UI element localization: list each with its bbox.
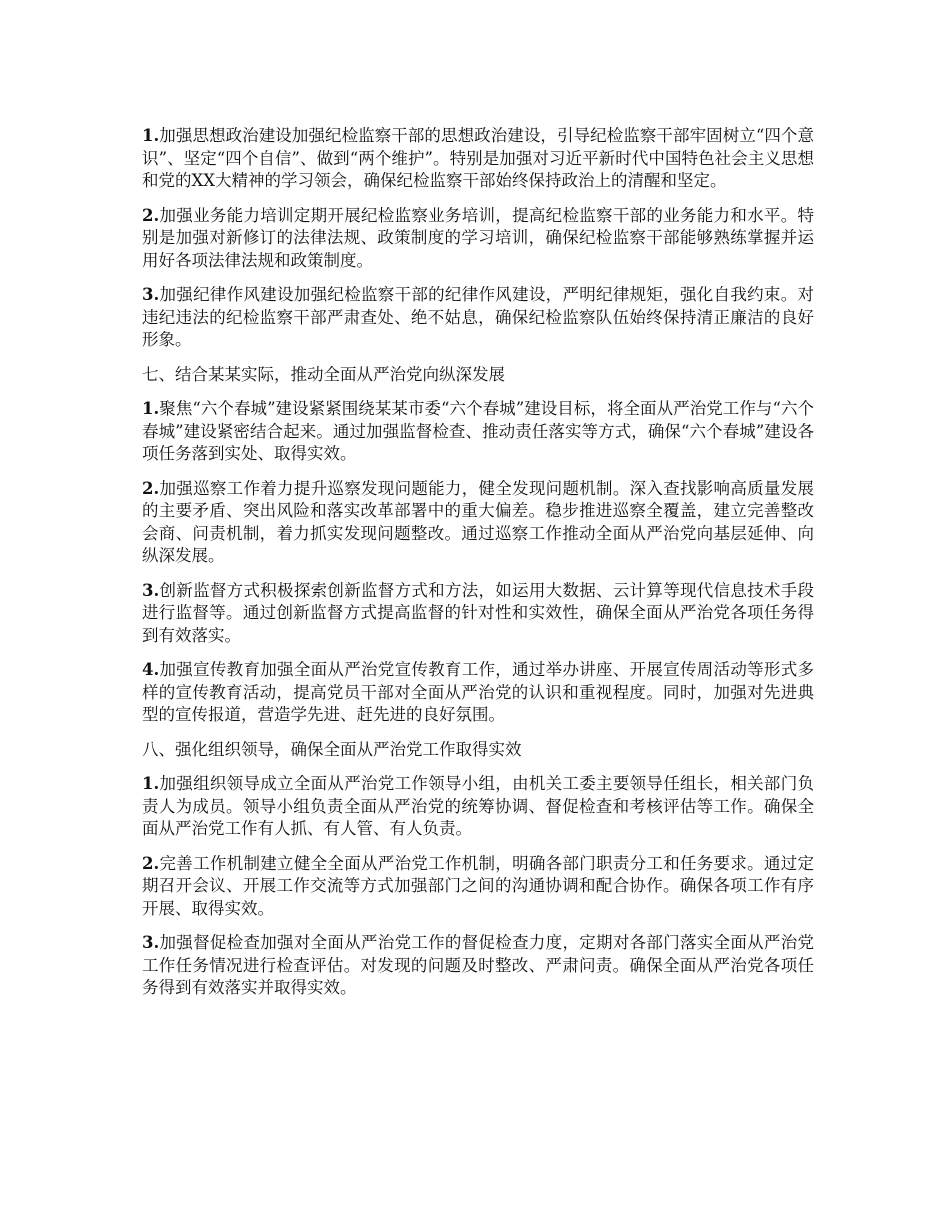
paragraph-item — [142, 125, 814, 193]
paragraph-item — [142, 398, 814, 466]
item-text: 加强思想政治建设加强纪检监察干部的思想政治建设，引导纪检监察干部牢固树立“四个意识”、坚定“四个自信”、做到“两个维护”。特别是加强对习近平新时代中国特色社会主义思想和党的XX大精神的学习领会，确保纪检监察干部始终保持政治上的清醒和坚定。 — [142, 126, 814, 190]
paragraph-item — [142, 853, 814, 921]
item-text: 加强督促检查加强对全面从严治党工作的督促检查力度，定期对各部门落实全面从严治党工作任务情况进行检查评估。对发现的问题及时整改、严肃问责。确保全面从严治党各项任务得到有效落实并取得实效。 — [142, 933, 814, 997]
item-number: 2. — [142, 853, 160, 873]
item-number: 3. — [142, 580, 160, 600]
document-body — [142, 125, 814, 1012]
item-text: 完善工作机制建立健全全面从严治党工作机制，明确各部门职责分工和任务要求。通过定期召开会议、开展工作交流等方式加强部门之间的沟通协调和配合协作。确保各项工作有序开展、取得实效。 — [142, 853, 814, 918]
paragraph-item — [142, 580, 814, 648]
item-number: 2. — [142, 478, 160, 498]
paragraph-item — [142, 284, 814, 352]
item-number: 1. — [142, 774, 160, 793]
item-number: 1. — [142, 399, 160, 418]
item-text: 加强业务能力培训定期开展纪检监察业务培训，提高纪检监察干部的业务能力和水平。特别是加强对新修订的法律法规、政策制度的学习培训，确保纪检监察干部能够熟练掌握并运用好各项法律法规和政策制度。 — [142, 205, 814, 270]
item-text: 创新监督方式积极探索创新监督方式和方法，如运用大数据、云计算等现代信息技术手段进行监督等。通过创新监督方式提高监督的针对性和实效性，确保全面从严治党各项任务得到有效落实。 — [142, 580, 814, 645]
item-text: 加强纪律作风建设加强纪检监察干部的纪律作风建设，严明纪律规矩，强化自我约束。对违纪违法的纪检监察干部严肃查处、绝不姑息，确保纪检监察队伍始终保持清正廉洁的良好形象。 — [142, 285, 814, 349]
section-heading-7: 七、结合某某实际，推动全面从严治党向纵深发展 — [142, 364, 505, 384]
paragraph-item — [142, 659, 814, 727]
item-text: 加强宣传教育加强全面从严治党宣传教育工作，通过举办讲座、开展宣传周活动等形式多样的宣传教育活动，提高党员干部对全面从严治党的认识和重视程度。同时，加强对先进典型的宣传报道，营造学先进、赶先进的良好氛围。 — [142, 660, 814, 724]
item-number: 3. — [142, 933, 160, 952]
item-text: 加强组织领导成立全面从严治党工作领导小组，由机关工委主要领导任组长，相关部门负责人为成员。领导小组负责全面从严治党的统筹协调、督促检查和考核评估等工作。确保全面从严治党工作有人抓、有人管、有人负责。 — [142, 774, 814, 838]
item-number: 1. — [142, 126, 160, 145]
paragraph-item — [142, 932, 814, 1000]
item-number: 3. — [142, 285, 160, 304]
paragraph-item — [142, 478, 814, 568]
section-heading-8: 八、强化组织领导，确保全面从严治党工作取得实效 — [142, 739, 522, 759]
paragraph-item — [142, 773, 814, 841]
paragraph-item — [142, 205, 814, 273]
item-number: 2. — [142, 205, 160, 225]
item-number: 4. — [142, 660, 160, 679]
item-text: 加强巡察工作着力提升巡察发现问题能力，健全发现问题机制。深入查找影响高质量发展的主要矛盾、突出风险和落实改革部署中的重大偏差。稳步推进巡察全覆盖，建立完善整改会商、问责机制，着力抓实发现问题整改。通过巡察工作推动全面从严治党向基层延伸、向纵深发展。 — [142, 478, 814, 565]
item-text: 聚焦“六个春城”建设紧紧围绕某某市委“六个春城”建设目标，将全面从严治党工作与“六个春城”建设紧密结合起来。通过加强监督检查、推动责任落实等方式，确保“六个春城”建设各项任务落到实处、取得实效。 — [142, 399, 814, 463]
